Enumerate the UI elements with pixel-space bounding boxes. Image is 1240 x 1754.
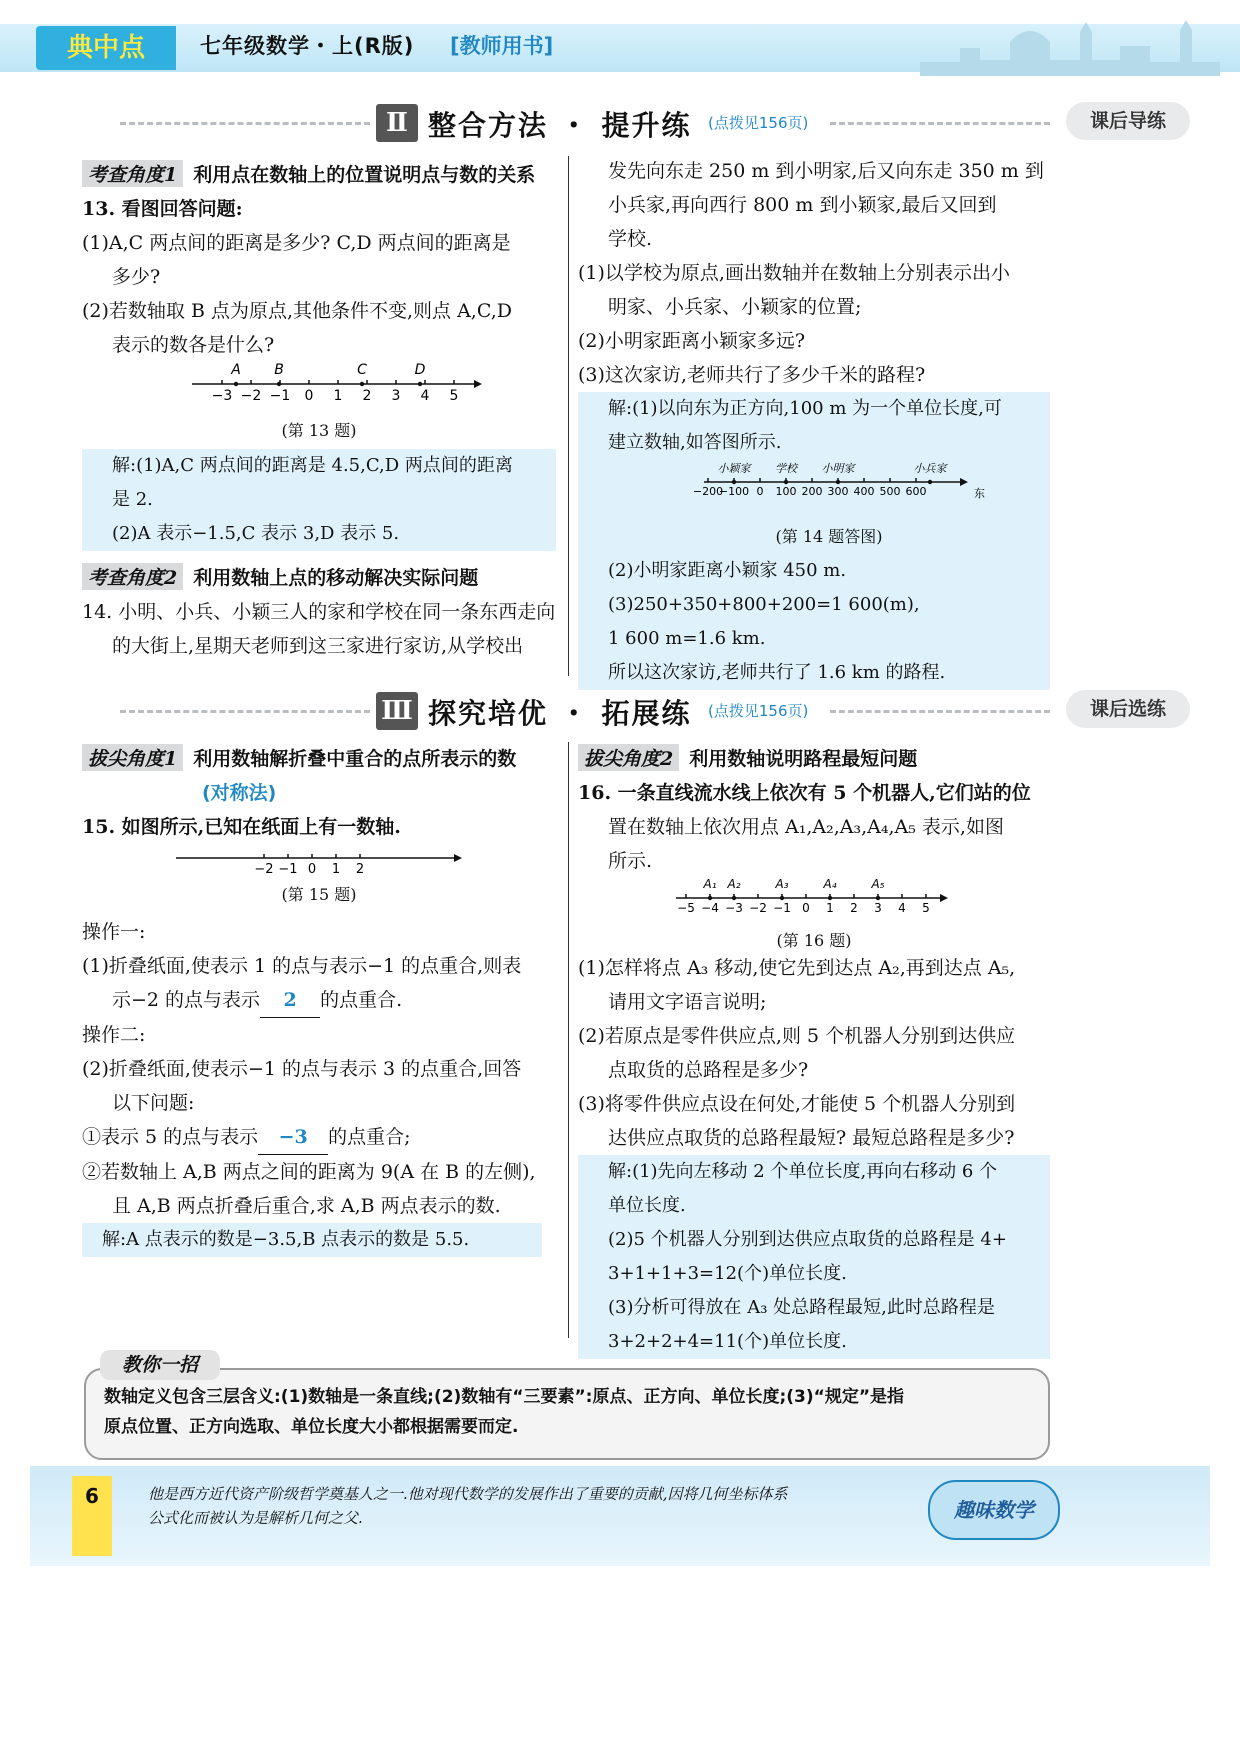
point-label: D — [414, 362, 426, 378]
point-marker — [732, 480, 736, 484]
point-label: C — [357, 362, 367, 378]
number-line-15 — [82, 844, 556, 884]
tick-label: 2 — [850, 901, 858, 915]
q14-solution-1: 解:(1)以向东为正方向,100 m 为一个单位长度,可 — [608, 398, 1002, 419]
tip-line-2: 原点位置、正方向选取、单位长度大小都根据需要而定. — [104, 1417, 519, 1437]
section-2-banner — [40, 100, 1190, 146]
op2-sub1-answer-blank: −3 — [258, 1120, 328, 1155]
q16-solution-3-cont: 3+2+2+4=11(个)单位长度. — [608, 1331, 847, 1352]
point-label: 小颖家 — [717, 462, 751, 475]
point-label: A₁ — [703, 878, 717, 891]
tick-label: 1 — [826, 901, 834, 915]
point-marker — [828, 896, 832, 900]
tick-label: −4 — [701, 901, 719, 915]
point-label: A₂ — [727, 878, 741, 891]
tick-label: 1 — [331, 862, 341, 877]
q13-solution-1: 解:(1)A,C 两点间的距离是 4.5,C,D 两点间的距离 — [112, 455, 513, 476]
point-label: A — [231, 362, 241, 378]
tick-label: 2 — [362, 388, 372, 404]
q14-stem: 14. 小明、小兵、小颖三人的家和学校在同一条东西走向 — [82, 601, 556, 623]
header-logo: 典中点 — [36, 26, 176, 70]
q16-stem-cont: 所示. — [608, 850, 653, 872]
point-marker — [928, 480, 932, 484]
q16-part3: (3)将零件供应点设在何处,才能使 5 个机器人分别到 — [578, 1093, 1016, 1115]
number-line-16 — [578, 878, 1050, 924]
q14-part1: (1)以学校为原点,画出数轴并在数轴上分别表示出小 — [578, 262, 1010, 284]
tick-label: 1 — [333, 388, 343, 404]
tick-label: −3 — [725, 901, 743, 915]
tick-label: −1 — [269, 388, 291, 404]
q14-stem-cont: 的大街上,星期天老师到这三家进行家访,从学校出 — [112, 635, 524, 657]
q13-part1-cont: 多少? — [112, 266, 161, 288]
tick-label: 4 — [898, 901, 906, 915]
q14-stem-cont: 学校. — [608, 228, 653, 250]
q13-stem: 13. 看图回答问题: — [82, 198, 243, 220]
angle-text: 利用数轴说明路程最短问题 — [689, 748, 918, 770]
point-marker — [360, 382, 364, 386]
point-label: 小兵家 — [913, 462, 947, 475]
op2-sub2: ②若数轴上 A,B 两点之间的距离为 9(A 在 B 的左侧), — [82, 1161, 536, 1183]
section-3-ref: (点拨见156页) — [708, 702, 809, 720]
q16-part1: (1)怎样将点 A₃ 移动,使它先到达点 A₂,再到达点 A₅, — [578, 957, 1016, 979]
tick-label: −2 — [749, 901, 767, 915]
tip-label: 教你一招 — [100, 1350, 220, 1380]
q14-stem-cont: 发先向东走 250 m 到小明家,后又向东走 350 m 到 — [608, 160, 1044, 182]
book-title: 七年级数学・上(R版) — [200, 34, 415, 58]
section-2-ref: (点拨见156页) — [708, 114, 809, 132]
q16-part2: (2)若原点是零件供应点,则 5 个机器人分别到达供应 — [578, 1025, 1016, 1047]
tick-label: 0 — [756, 485, 764, 498]
op1-question-cont: 示−2 的点与表示 2 的点重合. — [82, 983, 556, 1018]
q14-part3: (3)这次家访,老师共行了多少千米的路程? — [578, 364, 926, 386]
q16-part3-cont: 达供应点取货的总路程最短? 最短总路程是多少? — [608, 1127, 1015, 1149]
footer-trivia: 他是西方近代资产阶级哲学奠基人之一.他对现代数学的发展作出了重要的贡献,因将几何坐标体系 公式化而被认为是解析几何之父. — [148, 1485, 788, 1527]
point-marker — [732, 896, 736, 900]
op2-question: (2)折叠纸面,使表示−1 的点与表示 3 的点重合,回答 — [82, 1058, 522, 1080]
q13-solution-2: (2)A 表示−1.5,C 表示 3,D 表示 5. — [112, 523, 400, 544]
tick-label: 300 — [827, 485, 849, 498]
point-marker — [708, 896, 712, 900]
point-marker — [277, 382, 281, 386]
section-2-number: Ⅱ — [376, 104, 418, 142]
point-label: A₄ — [823, 878, 837, 891]
angle-text: 利用数轴上点的移动解决实际问题 — [193, 567, 479, 589]
q15-stem: 15. 如图所示,已知在纸面上有一数轴. — [82, 816, 401, 838]
op2-question-cont: 以下问题: — [112, 1092, 195, 1114]
tick-label: 0 — [304, 388, 314, 404]
column-divider — [568, 156, 569, 676]
tick-label: −1 — [773, 901, 791, 915]
section-3-title: 探究培优 ・ 拓展练 — [428, 697, 692, 730]
point-marker — [836, 480, 840, 484]
point-marker — [418, 382, 422, 386]
angle-label: 拔尖角度1 — [82, 744, 183, 771]
point-label: 小明家 — [821, 462, 855, 475]
point-label: 学校 — [775, 462, 797, 475]
tick-label: −1 — [278, 862, 298, 877]
tick-label: −3 — [211, 388, 233, 404]
q16-solution-2: (2)5 个机器人分别到达供应点取货的总路程是 4+ — [608, 1229, 1007, 1250]
right-top-column — [578, 154, 1050, 690]
q16-stem-cont: 置在数轴上依次用点 A₁,A₂,A₃,A₄,A₅ 表示,如图 — [608, 816, 1004, 838]
q13-part2: (2)若数轴取 B 点为原点,其他条件不变,则点 A,C,D — [82, 300, 512, 322]
tick-label: −2 — [240, 388, 262, 404]
q14-solution-3-conclusion: 所以这次家访,老师共行了 1.6 km 的路程. — [608, 662, 946, 683]
point-label: A₅ — [871, 878, 885, 891]
angle-label: 考查角度1 — [82, 160, 183, 187]
tick-label: 2 — [355, 862, 365, 877]
angle-label: 拔尖角度2 — [578, 744, 679, 771]
section-2-title: 整合方法 ・ 提升练 — [428, 109, 692, 142]
q13-solution — [82, 449, 556, 551]
q16-solution — [578, 1155, 1050, 1359]
tip-box — [84, 1368, 1050, 1460]
op1-answer-blank: 2 — [260, 983, 320, 1018]
tick-label: 0 — [802, 901, 810, 915]
q13-part2-cont: 表示的数各是什么? — [112, 334, 275, 356]
tick-label: 500 — [879, 485, 901, 498]
q16-part1-cont: 请用文字语言说明; — [608, 991, 767, 1013]
operation-1-label: 操作一: — [82, 921, 146, 943]
q15-caption: (第 15 题) — [281, 885, 357, 904]
fun-math-badge: 趣味数学 — [928, 1480, 1060, 1540]
q13-caption: (第 13 题) — [281, 421, 357, 440]
q14-caption: (第 14 题答图) — [775, 527, 883, 546]
q14-solution-1-cont: 建立数轴,如答图所示. — [608, 432, 782, 453]
section-2-tag: 课后导练 — [1066, 102, 1190, 140]
tick-label: 5 — [922, 901, 930, 915]
q13-solution-1-cont: 是 2. — [112, 489, 153, 510]
q14-stem-cont: 小兵家,再向西行 800 m 到小颖家,最后又回到 — [608, 194, 997, 216]
section-3-number: Ⅲ — [376, 692, 418, 730]
q14-solution — [578, 392, 1050, 690]
section-3-banner — [40, 688, 1190, 734]
method-label: (对称法) — [202, 782, 277, 804]
q16-solution-3: (3)分析可得放在 A₃ 处总路程最短,此时总路程是 — [608, 1297, 995, 1318]
q15-solution: 解:A 点表示的数是−3.5,B 点表示的数是 5.5. — [82, 1223, 542, 1257]
tick-label: 3 — [874, 901, 882, 915]
op2-sub1: ①表示 5 的点与表示 −3 的点重合; — [82, 1120, 556, 1155]
tick-label: 400 — [853, 485, 875, 498]
q16-solution-1-cont: 单位长度. — [608, 1195, 686, 1216]
q14-solution-3: (3)250+350+800+200=1 600(m), — [608, 594, 920, 615]
point-marker — [784, 480, 788, 484]
tick-label: 200 — [801, 485, 823, 498]
point-label: A₃ — [775, 878, 789, 891]
q16-solution-2-cont: 3+1+1+3=12(个)单位长度. — [608, 1263, 847, 1284]
angle-label: 考查角度2 — [82, 563, 183, 590]
point-label: B — [274, 362, 284, 378]
point-marker — [234, 382, 238, 386]
op1-question: (1)折叠纸面,使表示 1 的点与表示−1 的点重合,则表 — [82, 955, 522, 977]
section-3-tag: 课后选练 — [1066, 690, 1190, 728]
left-top-column — [82, 158, 556, 663]
q14-part1-cont: 明家、小兵家、小颖家的位置; — [608, 296, 862, 318]
q16-solution-1: 解:(1)先向左移动 2 个单位长度,再向右移动 6 个 — [608, 1161, 998, 1182]
angle-text: 利用数轴解折叠中重合的点所表示的数 — [193, 748, 517, 770]
q16-stem: 16. 一条直线流水线上依次有 5 个机器人,它们站的位 — [578, 782, 1031, 804]
point-marker — [780, 896, 784, 900]
teacher-book-label: [教师用书] — [450, 34, 554, 58]
q16-caption: (第 16 题) — [776, 931, 852, 950]
operation-2-label: 操作二: — [82, 1024, 146, 1046]
page-number: 6 — [72, 1476, 112, 1556]
tick-label: 5 — [449, 388, 459, 404]
tick-label: 100 — [775, 485, 797, 498]
op2-sub2-cont: 且 A,B 两点折叠后重合,求 A,B 两点表示的数. — [112, 1195, 501, 1217]
q14-part2: (2)小明家距离小颖家多远? — [578, 330, 806, 352]
number-line-13 — [82, 362, 556, 414]
tick-label: −5 — [677, 901, 695, 915]
q14-solution-2: (2)小明家距离小颖家 450 m. — [608, 560, 847, 581]
left-bottom-column — [82, 742, 556, 1257]
tick-label: −100 — [718, 485, 750, 498]
angle-text: 利用点在数轴上的位置说明点与数的关系 — [193, 164, 536, 186]
q16-part2-cont: 点取货的总路程是多少? — [608, 1059, 809, 1081]
q14-solution-3-cont: 1 600 m=1.6 km. — [608, 628, 766, 649]
tick-label: 0 — [307, 862, 317, 877]
tick-label: 4 — [420, 388, 430, 404]
point-marker — [876, 896, 880, 900]
right-bottom-column — [578, 742, 1050, 1359]
tick-label: 600 — [905, 485, 927, 498]
axis-direction-label: 东 — [974, 487, 985, 500]
q13-part1: (1)A,C 两点间的距离是多少? C,D 两点间的距离是 — [82, 232, 511, 254]
tick-label: 3 — [391, 388, 401, 404]
tick-label: −2 — [254, 862, 274, 877]
city-skyline-illustration — [920, 12, 1220, 76]
number-line-14 — [608, 460, 1050, 508]
tip-line-1: 数轴定义包含三层含义:(1)数轴是一条直线;(2)数轴有“三要素”:原点、正方向、单位长度;(3)“规定”是指 — [104, 1387, 904, 1407]
column-divider — [568, 742, 569, 1338]
tick-label: −200 — [692, 485, 724, 498]
